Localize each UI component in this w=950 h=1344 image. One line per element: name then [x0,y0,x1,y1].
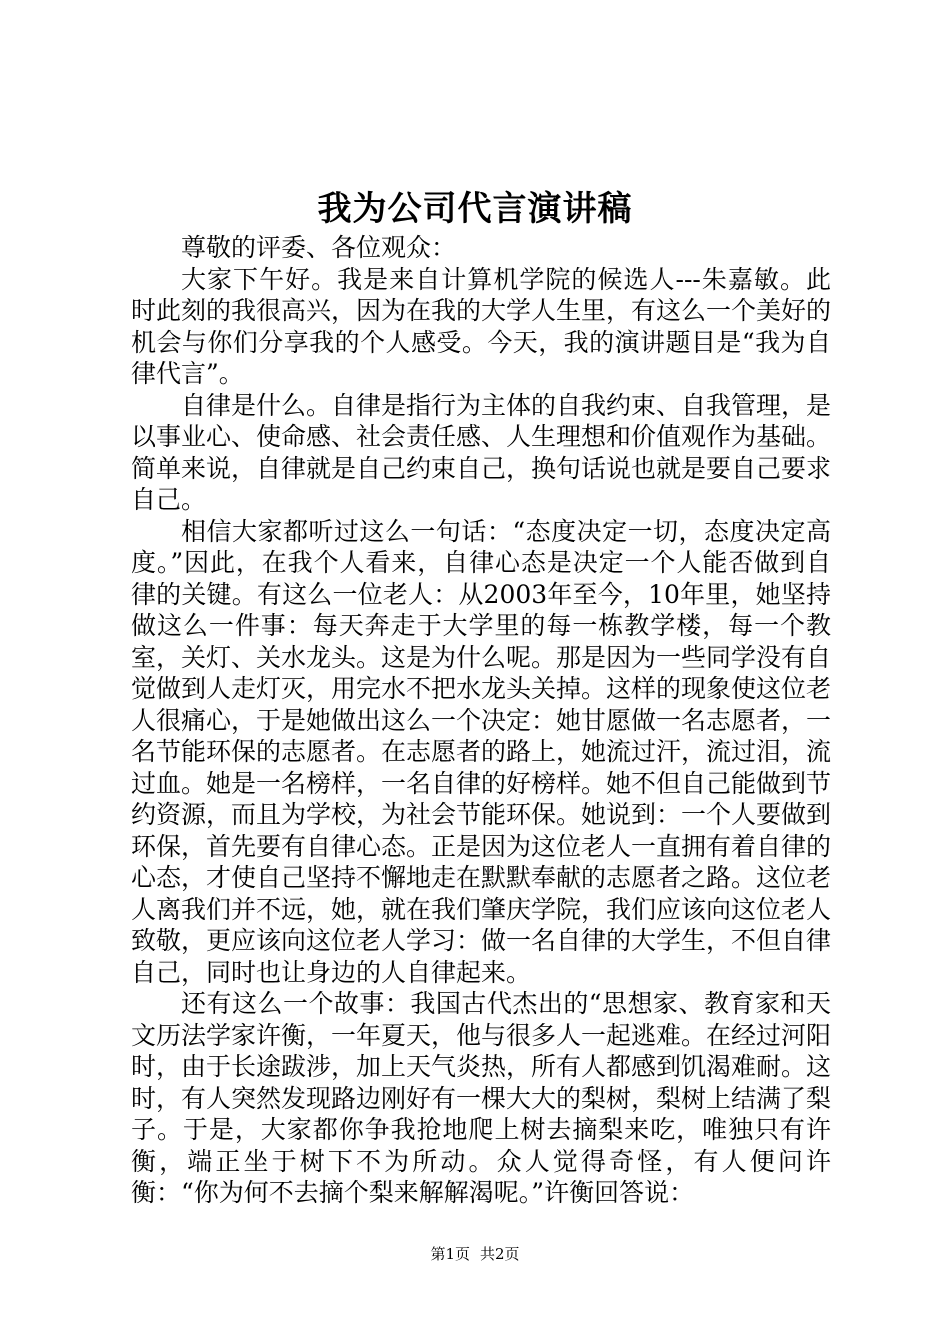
body-paragraph: 相信大家都听过这么一句话：“态度决定一切，态度决定高度。”因此，在我个人看来，自律心态是决定一个人能否做到自律的关键。有这么一位老人：从2003年至今，10年里，她坚持做这么一件事：每天奔走于大学里的每一栋教学楼，每一个教室，关灯、关水龙头。这是为什么呢。那是因为一些同学没有自觉做到人走灯灭，用完水不把水龙头关掉。这样的现象使这位老人很痛心，于是她做出这么一个决定：她甘愿做一名志愿者，一名节能环保的志愿者。在志愿者的路上，她流过汗，流过泪，流过血。她是一名榜样，一名自律的好榜样。她不但自己能做到节约资源，而且为学校，为社会节能环保。她说到：一个人要做到环保，首先要有自律心态。正是因为这位老人一直拥有着自律的心态，才使自己坚持不懈地走在默默奉献的志愿者之路。这位老人离我们并不远，她，就在我们肇庆学院，我们应该向这位老人致敬，更应该向这位老人学习：做一名自律的大学生，不但自律自己，同时也让身边的人自律起来。 [131,516,832,987]
body-paragraph: 还有这么一个故事：我国古代杰出的“思想家、教育家和天文历法学家许衡，一年夏天，他与很多人一起逃难。在经过河阳时，由于长途跋涉，加上天气炎热，所有人都感到饥渴难耐。这时，有人突然发现路边刚好有一棵大大的梨树，梨树上结满了梨子。于是，大家都你争我抢地爬上树去摘梨来吃，唯独只有许衡，端正坐于树下不为所动。众人觉得奇怪，有人便问许衡：“你为何不去摘个梨来解解渴呢。”许衡回答说： [131,989,832,1207]
body-paragraph: 自律是什么。自律是指行为主体的自我约束、自我管理，是以事业心、使命感、社会责任感、人生理想和价值观作为基础。简单来说，自律就是自己约束自己，换句话说也就是要自己要求自己。 [131,390,832,514]
salutation-paragraph: 尊敬的评委、各位观众： [181,233,457,262]
page-number: 第1页 [430,1245,470,1263]
page-footer [0,1244,950,1264]
document-body [131,232,831,1209]
document-title: 我为公司代言演讲稿 [317,189,633,229]
page-total: 共2页 [480,1245,520,1263]
body-paragraph: 大家下午好。我是来自计算机学院的候选人---朱嘉敏。此时此刻的我很高兴，因为在我的大学人生里，有这么一个美好的机会与你们分享我的个人感受。今天，我的演讲题目是“我为自律代言”。 [131,264,832,388]
